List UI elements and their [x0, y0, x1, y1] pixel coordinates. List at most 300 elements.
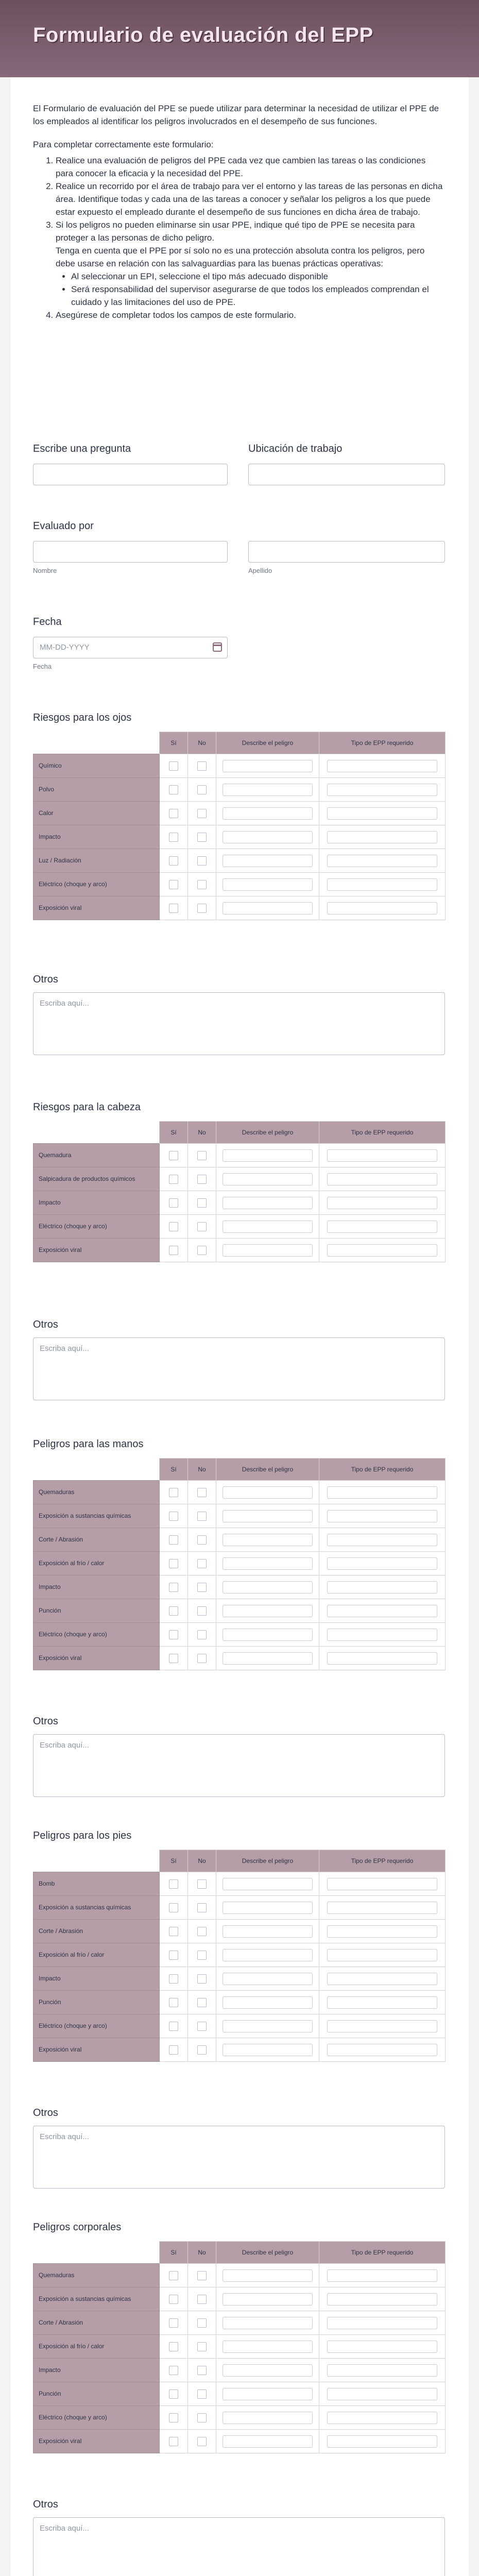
- matrix-cell: [216, 849, 319, 873]
- matrix-row-label: Corte / Abrasión: [33, 1528, 160, 1552]
- ppe-type-input[interactable]: [327, 1925, 438, 1938]
- matrix-column-header: Tipo de EPP requerido: [319, 1459, 446, 1481]
- matrix-cell: [319, 1144, 446, 1167]
- yes-checkbox[interactable]: [169, 2389, 178, 2399]
- ppe-type-input[interactable]: [327, 1605, 438, 1617]
- ppe-type-input[interactable]: [327, 2044, 438, 2056]
- matrix-cell: [319, 1504, 446, 1528]
- matrix-cell: [188, 1991, 216, 2014]
- yes-checkbox[interactable]: [169, 2045, 178, 2055]
- no-checkbox[interactable]: [197, 1903, 207, 1912]
- matrix-cell: [216, 896, 319, 920]
- matrix-row-label: Punción: [33, 1599, 160, 1623]
- hazard-description-input[interactable]: [223, 2020, 313, 2032]
- matrix-row-label: Eléctrico (choque y arco): [33, 1623, 160, 1647]
- matrix-cell: [188, 849, 216, 873]
- no-checkbox[interactable]: [197, 1512, 207, 1521]
- matrix-cell: [216, 2311, 319, 2335]
- hazard-description-input[interactable]: [223, 1244, 313, 1257]
- hazard-description-input[interactable]: [223, 2435, 313, 2448]
- ppe-type-input[interactable]: [327, 1557, 438, 1570]
- matrix-cell: [160, 1991, 188, 2014]
- yes-checkbox[interactable]: [169, 1654, 178, 1663]
- hazard-description-input[interactable]: [223, 1557, 313, 1570]
- matrix-column-header: Tipo de EPP requerido: [319, 1850, 446, 1872]
- hazard-description-input[interactable]: [223, 1581, 313, 1594]
- matrix-cell: [188, 2382, 216, 2406]
- matrix-row-label: Quemadura: [33, 1144, 160, 1167]
- instruction-step: [56, 218, 445, 309]
- ppe-type-input[interactable]: [327, 1949, 438, 1961]
- matrix-row: [33, 2264, 446, 2287]
- date-placeholder: MM-DD-YYYY: [40, 643, 90, 652]
- instruction-step: 2. Realice un recorrido por el área de trabajo para ver el entorno y las tareas de las personas en dicha área. Identifique todas y cada una de las tareas a conocer y señalar los peligros a los que puede estar expuesto el empleado durante el desempeño de sus funciones en dicha área de trabajo.: [56, 180, 445, 218]
- hazard-matrix: [33, 2241, 446, 2453]
- matrix-row-label: Exposición a sustancias químicas: [33, 1896, 160, 1920]
- no-checkbox[interactable]: [197, 1998, 207, 2007]
- matrix-row-label: Exposición a sustancias químicas: [33, 2287, 160, 2311]
- no-checkbox[interactable]: [197, 1488, 207, 1497]
- no-checkbox[interactable]: [197, 1559, 207, 1568]
- matrix-row: [33, 1575, 446, 1599]
- matrix-cell: [216, 1872, 319, 1896]
- no-checkbox[interactable]: [197, 1583, 207, 1592]
- others-placeholder: Escriba aquí...: [40, 1741, 89, 1750]
- ppe-type-input[interactable]: [327, 902, 438, 914]
- date-input[interactable]: [33, 637, 228, 658]
- hazard-description-input[interactable]: [223, 1605, 313, 1617]
- no-checkbox[interactable]: [197, 2413, 207, 2422]
- matrix-row: [33, 1991, 446, 2014]
- no-checkbox[interactable]: [197, 2045, 207, 2055]
- no-checkbox[interactable]: [197, 2022, 207, 2031]
- no-checkbox[interactable]: [197, 1630, 207, 1639]
- matrix-cell: [160, 1872, 188, 1896]
- hazard-description-input[interactable]: [223, 855, 313, 867]
- matrix-cell: [319, 1599, 446, 1623]
- ppe-type-input[interactable]: [327, 855, 438, 867]
- matrix-row: [33, 2406, 446, 2430]
- instruction-bullets: [56, 270, 445, 309]
- matrix-cell: [160, 2014, 188, 2038]
- ppe-type-input[interactable]: [327, 1581, 438, 1594]
- matrix-cell: [160, 1920, 188, 1943]
- instruction-bullet: • Será responsabilidad del supervisor asegurarse de que todos los empleados comprendan el cuidado y las limitaciones del uso de PPE.: [71, 283, 445, 309]
- others-textarea[interactable]: [33, 1734, 445, 1797]
- matrix-row: [33, 1647, 446, 1670]
- matrix-cell: [160, 2264, 188, 2287]
- hazard-description-input[interactable]: [223, 1878, 313, 1890]
- ppe-type-input[interactable]: [327, 2341, 438, 2353]
- instruction-step: 4. Asegúrese de completar todos los campos de este formulario.: [56, 309, 445, 321]
- ppe-type-input[interactable]: [327, 1149, 438, 1162]
- first-name-input[interactable]: [33, 541, 228, 563]
- matrix-cell: [188, 1872, 216, 1896]
- hazard-description-input[interactable]: [223, 1925, 313, 1938]
- matrix-cell: [216, 802, 319, 825]
- matrix-row: [33, 1552, 446, 1575]
- yes-checkbox[interactable]: [169, 1998, 178, 2007]
- matrix-cell: [216, 1575, 319, 1599]
- matrix-cell: [319, 896, 446, 920]
- matrix-cell: [319, 802, 446, 825]
- matrix-cell: [160, 1481, 188, 1504]
- form-intro: [33, 102, 445, 321]
- ppe-type-input[interactable]: [327, 1629, 438, 1641]
- others-label: Otros: [33, 974, 58, 985]
- hazard-description-input[interactable]: [223, 2364, 313, 2377]
- ppe-type-input[interactable]: [327, 2317, 438, 2329]
- matrix-corner: [33, 1459, 160, 1481]
- matrix-cell: [216, 2359, 319, 2382]
- section-title: Peligros para los pies: [33, 1830, 132, 1841]
- matrix-row: [33, 2335, 446, 2359]
- yes-checkbox[interactable]: [169, 1583, 178, 1592]
- matrix-row: [33, 1599, 446, 1623]
- matrix-row-label: Luz / Radiación: [33, 849, 160, 873]
- section-title: Peligros corporales: [33, 2222, 122, 2233]
- yes-checkbox[interactable]: [169, 1974, 178, 1984]
- no-checkbox[interactable]: [197, 2318, 207, 2328]
- question-label: Escribe una pregunta: [33, 443, 131, 454]
- matrix-cell: [319, 1191, 446, 1215]
- yes-checkbox[interactable]: [169, 1879, 178, 1889]
- ppe-type-input[interactable]: [327, 1902, 438, 1914]
- yes-checkbox[interactable]: [169, 1630, 178, 1639]
- matrix-row: [33, 778, 446, 802]
- matrix-column-header: Sí: [160, 1850, 188, 1872]
- matrix-row: [33, 1920, 446, 1943]
- no-checkbox[interactable]: [197, 856, 207, 866]
- matrix-cell: [188, 1215, 216, 1239]
- no-checkbox[interactable]: [197, 1535, 207, 1545]
- yes-checkbox[interactable]: [169, 2318, 178, 2328]
- others-label: Otros: [33, 1716, 58, 1727]
- ppe-type-input[interactable]: [327, 1221, 438, 1233]
- matrix-row-label: Salpicadura de productos químicos: [33, 1167, 160, 1191]
- others-textarea[interactable]: [33, 2517, 445, 2576]
- hazard-description-input[interactable]: [223, 1221, 313, 1233]
- instruction-list: [33, 154, 445, 321]
- no-checkbox[interactable]: [197, 2437, 207, 2446]
- matrix-cell: [216, 1215, 319, 1239]
- no-checkbox[interactable]: [197, 785, 207, 794]
- others-textarea[interactable]: [33, 992, 445, 1055]
- hazard-description-input[interactable]: [223, 1486, 313, 1499]
- matrix-corner: [33, 732, 160, 754]
- hazard-description-input[interactable]: [223, 1149, 313, 1162]
- hazard-description-input[interactable]: [223, 1902, 313, 1914]
- matrix-cell: [160, 849, 188, 873]
- matrix-cell: [216, 2038, 319, 2062]
- yes-checkbox[interactable]: [169, 785, 178, 794]
- matrix-cell: [188, 1967, 216, 1991]
- yes-checkbox[interactable]: [169, 809, 178, 818]
- hazard-description-input[interactable]: [223, 2269, 313, 2282]
- matrix-column-header: Describe el peligro: [216, 732, 319, 754]
- others-label: Otros: [33, 2107, 58, 2119]
- matrix-row-label: Impacto: [33, 2359, 160, 2382]
- matrix-cell: [319, 754, 446, 778]
- yes-checkbox[interactable]: [169, 1175, 178, 1184]
- yes-checkbox[interactable]: [169, 2366, 178, 2375]
- hazard-description-input[interactable]: [223, 2293, 313, 2306]
- calendar-icon[interactable]: [213, 642, 222, 652]
- others-placeholder: Escriba aquí...: [40, 999, 89, 1008]
- matrix-cell: [160, 1215, 188, 1239]
- matrix-cell: [188, 1481, 216, 1504]
- matrix-column-header: No: [188, 2242, 216, 2264]
- no-checkbox[interactable]: [197, 1151, 207, 1160]
- yes-checkbox[interactable]: [169, 1488, 178, 1497]
- no-checkbox[interactable]: [197, 1654, 207, 1663]
- matrix-cell: [216, 873, 319, 896]
- matrix-row: [33, 825, 446, 849]
- matrix-row-label: Exposición viral: [33, 1239, 160, 1262]
- yes-checkbox[interactable]: [169, 1903, 178, 1912]
- hazard-description-input[interactable]: [223, 831, 313, 843]
- matrix-cell: [216, 1144, 319, 1167]
- hazard-matrix: [33, 1850, 446, 2062]
- no-checkbox[interactable]: [197, 1879, 207, 1889]
- ppe-type-input[interactable]: [327, 2020, 438, 2032]
- yes-checkbox[interactable]: [169, 1606, 178, 1616]
- matrix-row-label: Quemaduras: [33, 1481, 160, 1504]
- instruction-step: 1. Realice una evaluación de peligros del PPE cada vez que cambien las tareas o las condiciones para conocer la eficacia y la necesidad del PPE.: [56, 154, 445, 180]
- matrix-cell: [319, 849, 446, 873]
- matrix-cell: [188, 873, 216, 896]
- others-textarea[interactable]: [33, 1337, 445, 1400]
- matrix-cell: [188, 1552, 216, 1575]
- hazard-description-input[interactable]: [223, 2412, 313, 2424]
- matrix-cell: [188, 1896, 216, 1920]
- hazard-description-input[interactable]: [223, 1973, 313, 1985]
- no-checkbox[interactable]: [197, 880, 207, 889]
- matrix-cell: [188, 778, 216, 802]
- ppe-type-input[interactable]: [327, 1652, 438, 1665]
- matrix-cell: [319, 825, 446, 849]
- ppe-type-input[interactable]: [327, 1173, 438, 1185]
- ppe-type-input[interactable]: [327, 1244, 438, 1257]
- no-checkbox[interactable]: [197, 2366, 207, 2375]
- matrix-cell: [319, 2430, 446, 2453]
- ppe-type-input[interactable]: [327, 2412, 438, 2424]
- matrix-cell: [160, 2430, 188, 2453]
- others-textarea[interactable]: [33, 2126, 445, 2189]
- matrix-cell: [216, 2430, 319, 2453]
- matrix-cell: [160, 1967, 188, 1991]
- ppe-type-input[interactable]: [327, 1878, 438, 1890]
- no-checkbox[interactable]: [197, 2389, 207, 2399]
- ppe-type-input[interactable]: [327, 807, 438, 820]
- matrix-cell: [319, 1991, 446, 2014]
- yes-checkbox[interactable]: [169, 1559, 178, 1568]
- matrix-cell: [216, 1528, 319, 1552]
- hazard-description-input[interactable]: [223, 1173, 313, 1185]
- matrix-cell: [160, 1599, 188, 1623]
- hazard-description-input[interactable]: [223, 2044, 313, 2056]
- ppe-type-input[interactable]: [327, 784, 438, 796]
- matrix-row: [33, 1967, 446, 1991]
- no-checkbox[interactable]: [197, 1606, 207, 1616]
- yes-checkbox[interactable]: [169, 880, 178, 889]
- matrix-cell: [188, 2287, 216, 2311]
- matrix-column-header: Sí: [160, 2242, 188, 2264]
- matrix-cell: [188, 1239, 216, 1262]
- yes-checkbox[interactable]: [169, 1222, 178, 1231]
- no-checkbox[interactable]: [197, 2271, 207, 2280]
- instruction-bullet: • Al seleccionar un EPI, seleccione el tipo más adecuado disponible: [71, 270, 445, 283]
- matrix-row-label: Calor: [33, 802, 160, 825]
- hazard-description-input[interactable]: [223, 807, 313, 820]
- ppe-type-input[interactable]: [327, 1996, 438, 2009]
- location-input[interactable]: [248, 464, 445, 485]
- hazard-description-input[interactable]: [223, 1629, 313, 1641]
- yes-checkbox[interactable]: [169, 1198, 178, 1208]
- yes-checkbox[interactable]: [169, 2342, 178, 2351]
- matrix-column-header: Describe el peligro: [216, 2242, 319, 2264]
- matrix-row: [33, 1896, 446, 1920]
- ppe-type-input[interactable]: [327, 1534, 438, 1546]
- hazard-description-input[interactable]: [223, 1949, 313, 1961]
- question-input[interactable]: [33, 464, 228, 485]
- yes-checkbox[interactable]: [169, 1512, 178, 1521]
- ppe-type-input[interactable]: [327, 2269, 438, 2282]
- hazard-description-input[interactable]: [223, 1510, 313, 1522]
- matrix-cell: [160, 802, 188, 825]
- form-title: Formulario de evaluación del EPP: [33, 24, 373, 46]
- others-label: Otros: [33, 2499, 58, 2510]
- yes-checkbox[interactable]: [169, 2271, 178, 2280]
- ppe-type-input[interactable]: [327, 2293, 438, 2306]
- hazard-description-input[interactable]: [223, 784, 313, 796]
- matrix-column-header: Describe el peligro: [216, 1850, 319, 1872]
- matrix-row-label: Polvo: [33, 778, 160, 802]
- matrix-row-label: Químico: [33, 754, 160, 778]
- ppe-type-input[interactable]: [327, 831, 438, 843]
- matrix-cell: [188, 1943, 216, 1967]
- matrix-cell: [216, 1920, 319, 1943]
- no-checkbox[interactable]: [197, 904, 207, 913]
- matrix-cell: [188, 1920, 216, 1943]
- no-checkbox[interactable]: [197, 2295, 207, 2304]
- ppe-type-input[interactable]: [327, 2364, 438, 2377]
- no-checkbox[interactable]: [197, 1222, 207, 1231]
- matrix-cell: [188, 2014, 216, 2038]
- matrix-column-header: No: [188, 1122, 216, 1144]
- no-checkbox[interactable]: [197, 1974, 207, 1984]
- ppe-type-input[interactable]: [327, 2435, 438, 2448]
- matrix-cell: [216, 2264, 319, 2287]
- matrix-cell: [160, 896, 188, 920]
- matrix-cell: [319, 2014, 446, 2038]
- hazard-description-input[interactable]: [223, 1652, 313, 1665]
- hazard-description-input[interactable]: [223, 2317, 313, 2329]
- ppe-type-input[interactable]: [327, 1197, 438, 1209]
- ppe-type-input[interactable]: [327, 1486, 438, 1499]
- no-checkbox[interactable]: [197, 1198, 207, 1208]
- matrix-cell: [319, 2038, 446, 2062]
- matrix-row: [33, 873, 446, 896]
- matrix-row: [33, 896, 446, 920]
- ppe-type-input[interactable]: [327, 1510, 438, 1522]
- no-checkbox[interactable]: [197, 833, 207, 842]
- yes-checkbox[interactable]: [169, 1246, 178, 1255]
- hazard-matrix: [33, 1121, 446, 1262]
- matrix-row-label: Eléctrico (choque y arco): [33, 2406, 160, 2430]
- matrix-cell: [188, 1599, 216, 1623]
- yes-checkbox[interactable]: [169, 1535, 178, 1545]
- matrix-cell: [216, 1481, 319, 1504]
- last-name-input[interactable]: [248, 541, 445, 563]
- no-checkbox[interactable]: [197, 1175, 207, 1184]
- yes-checkbox[interactable]: [169, 856, 178, 866]
- ppe-type-input[interactable]: [327, 2388, 438, 2400]
- no-checkbox[interactable]: [197, 1246, 207, 1255]
- no-checkbox[interactable]: [197, 809, 207, 818]
- matrix-cell: [188, 2406, 216, 2430]
- matrix-cell: [188, 1191, 216, 1215]
- hazard-description-input[interactable]: [223, 2341, 313, 2353]
- no-checkbox[interactable]: [197, 1951, 207, 1960]
- yes-checkbox[interactable]: [169, 1927, 178, 1936]
- matrix-column-header: No: [188, 1459, 216, 1481]
- no-checkbox[interactable]: [197, 1927, 207, 1936]
- matrix-column-header: Sí: [160, 1459, 188, 1481]
- no-checkbox[interactable]: [197, 2342, 207, 2351]
- matrix-cell: [216, 1552, 319, 1575]
- ppe-type-input[interactable]: [327, 1973, 438, 1985]
- no-checkbox[interactable]: [197, 761, 207, 771]
- yes-checkbox[interactable]: [169, 2413, 178, 2422]
- matrix-cell: [216, 1167, 319, 1191]
- yes-checkbox[interactable]: [169, 2295, 178, 2304]
- hazard-description-input[interactable]: [223, 1197, 313, 1209]
- matrix-cell: [216, 1623, 319, 1647]
- yes-checkbox[interactable]: [169, 833, 178, 842]
- yes-checkbox[interactable]: [169, 2022, 178, 2031]
- yes-checkbox[interactable]: [169, 1951, 178, 1960]
- hazard-description-input[interactable]: [223, 2388, 313, 2400]
- matrix-cell: [216, 1967, 319, 1991]
- matrix-column-header: Describe el peligro: [216, 1122, 319, 1144]
- ppe-type-input[interactable]: [327, 760, 438, 772]
- hazard-description-input[interactable]: [223, 878, 313, 891]
- hazard-matrix: [33, 1458, 446, 1670]
- matrix-cell: [188, 2264, 216, 2287]
- matrix-cell: [160, 1896, 188, 1920]
- matrix-cell: [216, 2382, 319, 2406]
- matrix-cell: [188, 754, 216, 778]
- matrix-row-label: Eléctrico (choque y arco): [33, 2014, 160, 2038]
- hazard-description-input[interactable]: [223, 760, 313, 772]
- yes-checkbox[interactable]: [169, 904, 178, 913]
- matrix-cell: [160, 1552, 188, 1575]
- yes-checkbox[interactable]: [169, 1151, 178, 1160]
- first-name-sublabel: Nombre: [33, 567, 57, 574]
- intro-instructions: Para completar correctamente este formulario:: [33, 140, 214, 149]
- matrix-cell: [319, 2264, 446, 2287]
- hazard-description-input[interactable]: [223, 902, 313, 914]
- ppe-type-input[interactable]: [327, 878, 438, 891]
- hazard-description-input[interactable]: [223, 1996, 313, 2009]
- hazard-description-input[interactable]: [223, 1534, 313, 1546]
- matrix-cell: [160, 1504, 188, 1528]
- yes-checkbox[interactable]: [169, 761, 178, 771]
- matrix-cell: [319, 1647, 446, 1670]
- yes-checkbox[interactable]: [169, 2437, 178, 2446]
- matrix-row: [33, 754, 446, 778]
